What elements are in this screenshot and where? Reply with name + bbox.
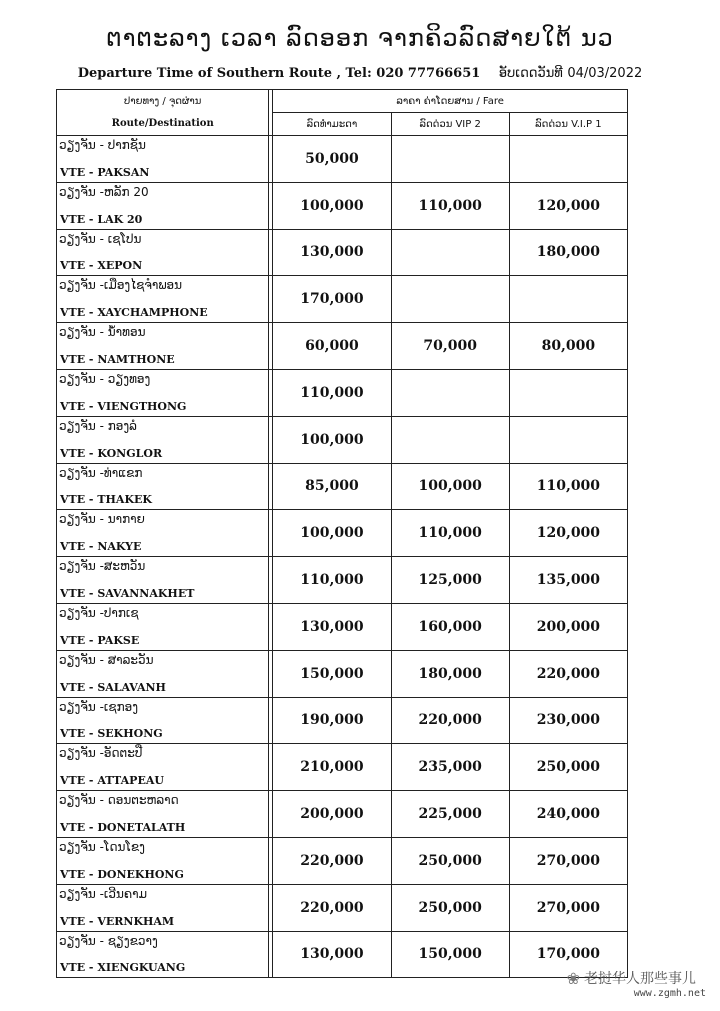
route-name-lao: ວຽງຈັນ - ກອງລໍ xyxy=(59,418,137,433)
route-name-lao: ວຽງຈັນ - ນ້ຳທອນ xyxy=(59,325,146,340)
route-cell xyxy=(57,463,269,510)
route-name-en: VTE - SALAVANH xyxy=(60,680,166,694)
table-row xyxy=(57,369,628,416)
fare-vip2 xyxy=(391,229,509,276)
table-row xyxy=(57,650,628,697)
fare-vip2: 110,000 xyxy=(391,182,509,229)
fare-normal: 130,000 xyxy=(273,229,391,276)
route-name-lao: ວຽງຈັນ -ເມືອງໄຊຈຳພອນ xyxy=(59,278,183,293)
fare-normal: 100,000 xyxy=(273,182,391,229)
table-row xyxy=(57,557,628,604)
table-row xyxy=(57,884,628,931)
watermark xyxy=(567,968,696,988)
route-cell xyxy=(57,931,269,978)
table-row xyxy=(57,323,628,370)
route-name-en: VTE - SEKHONG xyxy=(60,727,163,741)
route-name-lao: ວຽງຈັນ -ສະຫວັນ xyxy=(59,559,146,574)
route-name-en: VTE - DONEKHONG xyxy=(60,867,184,881)
table-row xyxy=(57,791,628,838)
route-name-lao: ວຽງຈັນ -ໂດນໂຂງ xyxy=(59,839,145,854)
fare-normal: 220,000 xyxy=(273,837,391,884)
fare-vip2: 235,000 xyxy=(391,744,509,791)
table-row xyxy=(57,603,628,650)
route-name-en: VTE - XAYCHAMPHONE xyxy=(60,306,208,320)
dest-header-en: Route/Destination xyxy=(57,113,269,136)
fare-vip2: 225,000 xyxy=(391,791,509,838)
fare-vip1: 220,000 xyxy=(509,650,627,697)
fare-vip2 xyxy=(391,416,509,463)
route-name-en: VTE - NAMTHONE xyxy=(60,352,175,366)
route-cell xyxy=(57,603,269,650)
route-cell xyxy=(57,791,269,838)
fare-normal: 130,000 xyxy=(273,603,391,650)
route-name-lao: ວຽງຈັນ -ເວີນຄາມ xyxy=(59,886,148,901)
route-name-lao: ວຽງຈັນ - ປາກຊັນ xyxy=(59,138,146,152)
subtitle-route-phone: Departure Time of Southern Route , Tel: 020 77766651 xyxy=(77,66,481,81)
fare-vip1: 250,000 xyxy=(509,744,627,791)
wechat-icon: ❀ xyxy=(566,968,580,988)
route-name-en: VTE - NAKYE xyxy=(60,540,142,554)
fare-normal: 170,000 xyxy=(273,276,391,323)
route-name-lao: ວຽງຈັນ -ທ່າແຂກ xyxy=(59,465,143,480)
fare-normal: 100,000 xyxy=(273,510,391,557)
fare-vip1: 240,000 xyxy=(509,791,627,838)
fare-vip1: 135,000 xyxy=(509,557,627,604)
fare-normal: 190,000 xyxy=(273,697,391,744)
route-name-lao: ວຽງຈັນ - ວຽງທອງ xyxy=(59,371,151,386)
watermark-text: 老挝华人那些事儿 xyxy=(584,971,696,987)
fare-vip1: 120,000 xyxy=(509,510,627,557)
route-name-lao: ວຽງຈັນ - ຊຽງຂວາງ xyxy=(59,933,158,948)
route-name-lao: ວຽງຈັນ - ເຊໂປນ xyxy=(59,231,142,246)
table-row xyxy=(57,697,628,744)
fare-table xyxy=(56,89,628,978)
page-title: ຕາຕະລາງ ເວລາ ລົດອອກ ຈາກຄິວລົດສາຍໃຕ້ ນວ xyxy=(106,24,614,52)
route-cell xyxy=(57,369,269,416)
route-cell xyxy=(57,837,269,884)
fare-vip2: 150,000 xyxy=(391,931,509,978)
fare-normal: 100,000 xyxy=(273,416,391,463)
table-row xyxy=(57,229,628,276)
fare-vip2: 180,000 xyxy=(391,650,509,697)
route-name-en: VTE - PAKSE xyxy=(60,633,140,647)
fare-vip2 xyxy=(391,276,509,323)
route-name-en: VTE - DONETALATH xyxy=(60,820,186,834)
route-name-en: VTE - SAVANNAKHET xyxy=(60,586,195,600)
col-header-vip2: ລົດດ່ວນ VIP 2 xyxy=(391,113,509,136)
route-name-lao: ວຽງຈັນ - ນາກາຍ xyxy=(59,512,145,527)
table-row xyxy=(57,837,628,884)
page-subtitle xyxy=(0,66,720,81)
fare-header: ລາຄາ ຄ່າໂດຍສານ / Fare xyxy=(273,90,628,113)
update-date: 04/03/2022 xyxy=(567,66,643,81)
fare-normal: 85,000 xyxy=(273,463,391,510)
fare-normal: 210,000 xyxy=(273,744,391,791)
fare-vip2 xyxy=(391,369,509,416)
route-cell xyxy=(57,557,269,604)
route-cell xyxy=(57,229,269,276)
table-row xyxy=(57,510,628,557)
fare-vip1 xyxy=(509,136,627,183)
route-cell xyxy=(57,697,269,744)
fare-vip1: 270,000 xyxy=(509,837,627,884)
table-row xyxy=(57,416,628,463)
route-name-lao: ວຽງຈັນ -ຫລັກ 20 xyxy=(59,184,149,199)
route-name-en: VTE - XIENGKUANG xyxy=(60,961,186,975)
route-cell xyxy=(57,744,269,791)
fare-normal: 130,000 xyxy=(273,931,391,978)
route-cell xyxy=(57,650,269,697)
fare-vip2: 125,000 xyxy=(391,557,509,604)
route-cell xyxy=(57,416,269,463)
fare-normal: 200,000 xyxy=(273,791,391,838)
route-name-en: VTE - THAKEK xyxy=(60,493,152,507)
fare-vip1: 180,000 xyxy=(509,229,627,276)
fare-normal: 50,000 xyxy=(273,136,391,183)
route-name-lao: ວຽງຈັນ -ເຊກອງ xyxy=(59,699,139,714)
table-row xyxy=(57,744,628,791)
route-cell xyxy=(57,136,269,183)
route-name-en: VTE - ATTAPEAU xyxy=(60,774,164,788)
fare-normal: 110,000 xyxy=(273,557,391,604)
fare-vip2: 250,000 xyxy=(391,837,509,884)
fare-vip1: 170,000 xyxy=(509,931,627,978)
route-name-en: VTE - PAKSAN xyxy=(60,165,150,179)
fare-vip1 xyxy=(509,369,627,416)
route-cell xyxy=(57,276,269,323)
fare-vip1: 80,000 xyxy=(509,323,627,370)
route-cell xyxy=(57,884,269,931)
route-name-lao: ວຽງຈັນ - ສາລະວັນ xyxy=(59,652,154,667)
table-row xyxy=(57,182,628,229)
route-name-en: VTE - KONGLOR xyxy=(60,446,163,460)
fare-normal: 110,000 xyxy=(273,369,391,416)
col-header-vip1: ລົດດ່ວນ V.I.P 1 xyxy=(509,113,627,136)
fare-vip2: 100,000 xyxy=(391,463,509,510)
update-label: ອັບເດດວັນທີ xyxy=(498,66,563,81)
route-name-en: VTE - LAK 20 xyxy=(60,212,143,226)
fare-vip1: 200,000 xyxy=(509,603,627,650)
watermark-url: www.zgmh.net xyxy=(633,988,706,999)
route-cell xyxy=(57,510,269,557)
table-row xyxy=(57,136,628,183)
fare-vip1: 110,000 xyxy=(509,463,627,510)
fare-normal: 60,000 xyxy=(273,323,391,370)
fare-vip1 xyxy=(509,416,627,463)
route-name-lao: ວຽງຈັນ -ອັດຕະປື xyxy=(59,746,143,761)
fare-vip2: 70,000 xyxy=(391,323,509,370)
fare-vip2 xyxy=(391,136,509,183)
fare-vip2: 250,000 xyxy=(391,884,509,931)
table-row xyxy=(57,276,628,323)
fare-vip1: 120,000 xyxy=(509,182,627,229)
route-name-lao: ວຽງຈັນ - ດອນຕະຫລາດ xyxy=(59,793,179,808)
dest-header-lao: ປາຍທາງ / ຈຸດຜ່ານ xyxy=(57,90,269,113)
fare-normal: 220,000 xyxy=(273,884,391,931)
table-row xyxy=(57,463,628,510)
table-row xyxy=(57,931,628,978)
route-cell xyxy=(57,182,269,229)
route-name-en: VTE - XEPON xyxy=(60,259,143,273)
route-name-en: VTE - VIENGTHONG xyxy=(60,399,187,413)
fare-vip2: 110,000 xyxy=(391,510,509,557)
route-name-lao: ວຽງຈັນ -ປາກເຊ xyxy=(59,605,139,620)
fare-vip1: 230,000 xyxy=(509,697,627,744)
route-name-en: VTE - VERNKHAM xyxy=(60,914,175,928)
fare-vip1 xyxy=(509,276,627,323)
fare-vip2: 160,000 xyxy=(391,603,509,650)
route-cell xyxy=(57,323,269,370)
col-header-normal: ລົດທຳມະດາ xyxy=(273,113,391,136)
fare-vip2: 220,000 xyxy=(391,697,509,744)
fare-normal: 150,000 xyxy=(273,650,391,697)
fare-vip1: 270,000 xyxy=(509,884,627,931)
